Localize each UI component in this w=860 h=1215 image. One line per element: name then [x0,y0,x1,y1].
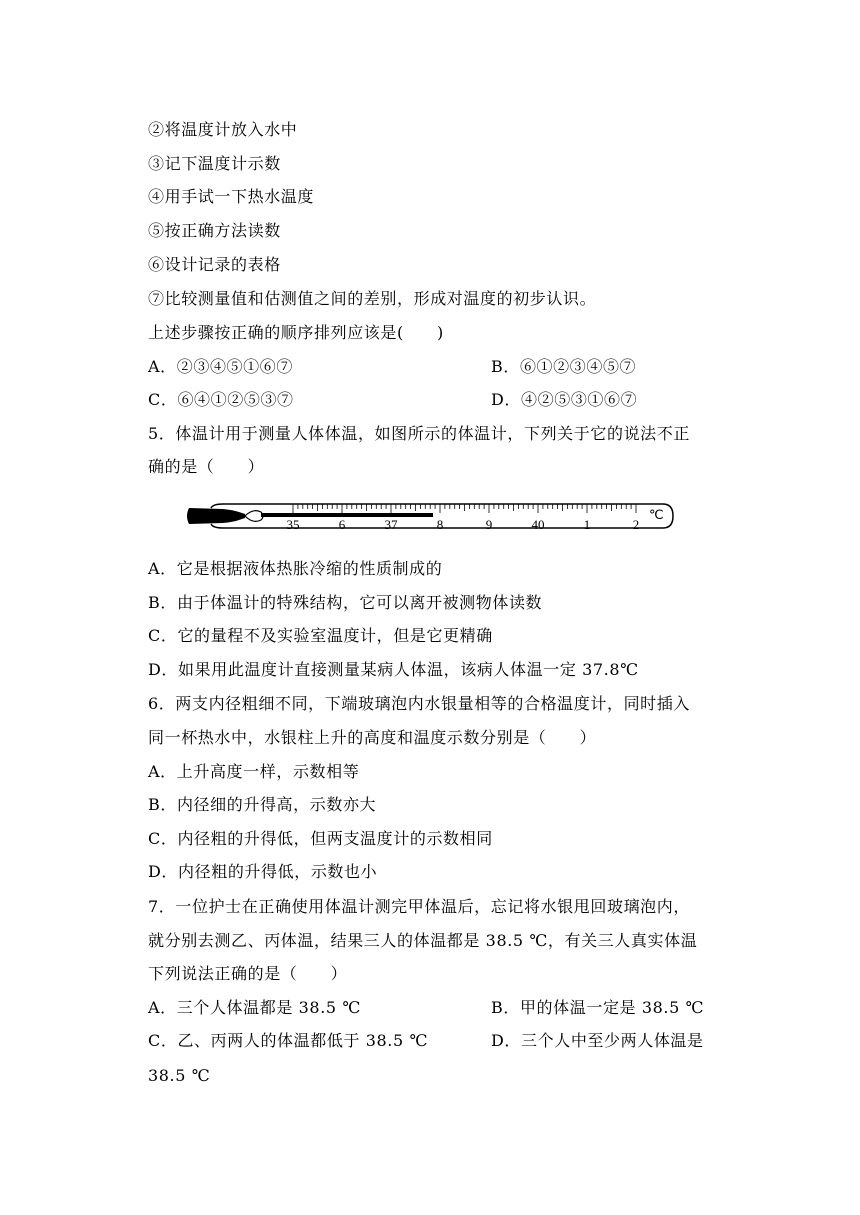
step-2: ②将温度计放入水中 [148,120,298,139]
scale-label: 1 [583,517,591,532]
q5-stem-line2: 确的是（ ） [148,457,265,476]
q4-option-a: A．②③④⑤①⑥⑦ [148,357,293,376]
scale-label: 35 [286,517,300,532]
scale-label: 2 [632,517,640,532]
q6-stem-line2: 同一杯热水中，水银柱上升的高度和温度示数分别是（ ） [148,728,597,747]
q6-option-c: C．内径粗的升得低，但两支温度计的示数相同 [148,829,493,848]
q4-option-c: C．⑥④①②⑤③⑦ [148,390,294,409]
q4-option-d: D．④②⑤③①⑥⑦ [491,390,638,409]
q6-option-a: A．上升高度一样，示数相等 [148,762,360,781]
q7-option-a: A．三个人体温都是 38.5 ℃ [148,998,361,1017]
scale-label: 40 [531,517,545,532]
q6-option-b: B．内径细的升得高，示数亦大 [148,795,377,814]
q5-stem-line1: 5．体温计用于测量人体体温，如图所示的体温计，下列关于它的说法不正 [148,424,690,443]
q6-option-d: D．内径粗的升得低，示数也小 [148,862,378,881]
q7-stem-line1: 7．一位护士在正确使用体温计测完甲体温后，忘记将水银甩回玻璃泡内， [148,897,690,916]
step-6: ⑥设计记录的表格 [148,255,281,274]
thermometer-constriction [245,511,263,522]
q7-option-b: B．甲的体温一定是 38.5 ℃ [491,998,705,1017]
step-3: ③记下温度计示数 [148,154,281,173]
scale-label: 9 [485,517,493,532]
q5-option-b: B．由于体温计的特殊结构，它可以离开被测物体读数 [148,593,543,612]
q7-stem-line2: 就分别去测乙、丙体温，结果三人的体温都是 38.5 ℃，有关三人真实体温 [148,931,698,950]
thermometer-unit: ℃ [649,507,664,522]
scale-label: 37 [384,517,398,532]
q7-option-c: C．乙、丙两人的体温都低于 38.5 ℃ [148,1031,428,1050]
thermometer-bulb [187,508,245,524]
step-5: ⑤按正确方法读数 [148,221,281,240]
q5-option-d: D．如果用此温度计直接测量某病人体温，该病人体温一定 37.8℃ [148,660,639,679]
q7-option-d-continued: 38.5 ℃ [148,1066,211,1085]
q7-option-d: D．三个人中至少两人体温是 [491,1031,704,1050]
thermometer-figure [183,496,675,536]
step-4: ④用手试一下热水温度 [148,187,315,206]
thermometer-scale [293,504,636,513]
step-7: ⑦比较测量值和估测值之间的差别，形成对温度的初步认识。 [148,289,597,308]
scale-label: 8 [436,517,444,532]
q6-stem-line1: 6．两支内径粗细不同，下端玻璃泡内水银量相等的合格温度计，同时插入 [148,694,690,713]
q4-prompt: 上述步骤按正确的顺序排列应该是( ) [148,323,444,342]
q5-option-a: A．它是根据液体热胀冷缩的性质制成的 [148,559,443,578]
q4-option-b: B．⑥①②③④⑤⑦ [491,357,637,376]
scale-label: 6 [338,517,346,532]
q7-stem-line3: 下列说法正确的是（ ） [148,964,348,983]
q5-option-c: C．它的量程不及实验室温度计，但是它更精确 [148,626,493,645]
